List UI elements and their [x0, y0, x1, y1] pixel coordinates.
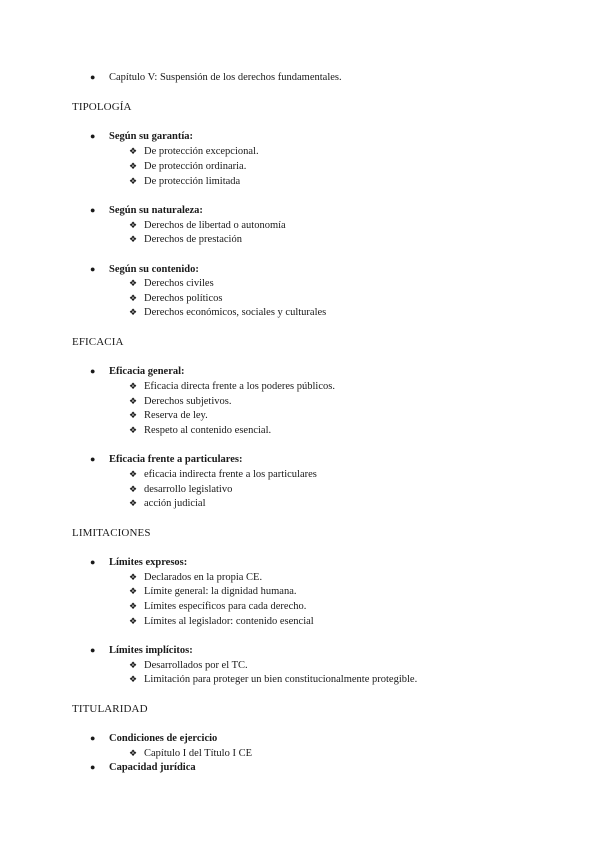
- list-item: ❖ Límite general: la dignidad humana.: [129, 586, 297, 597]
- diamond-bullet-icon: ❖: [129, 410, 138, 420]
- diamond-bullet-icon: ❖: [129, 176, 138, 186]
- list-item: ❖ Derechos civiles: [129, 278, 214, 289]
- list-item: ❖ Reserva de ley.: [129, 410, 208, 421]
- diamond-bullet-icon: ❖: [129, 293, 138, 303]
- group-title: ● Eficacia frente a particulares:: [90, 454, 243, 465]
- group-title: ● Eficacia general:: [90, 366, 185, 377]
- bullet-icon: ●: [90, 557, 96, 567]
- diamond-bullet-icon: ❖: [129, 234, 138, 244]
- list-item: ❖ Respeto al contenido esencial.: [129, 425, 272, 436]
- list-item: ❖ De protección excepcional.: [129, 146, 259, 157]
- section-heading-limitaciones: LIMITACIONES: [72, 527, 151, 539]
- diamond-bullet-icon: ❖: [129, 748, 138, 758]
- bullet-icon: ●: [90, 645, 96, 655]
- list-item: ❖ Derechos de prestación: [129, 234, 242, 245]
- bullet-icon: ●: [90, 131, 96, 141]
- group-title: ● Según su garantía:: [90, 131, 194, 142]
- bullet-icon: ●: [90, 72, 96, 82]
- group-title: ● Límites implícitos:: [90, 645, 193, 656]
- diamond-bullet-icon: ❖: [129, 660, 138, 670]
- list-item: ❖ Límites específicos para cada derecho.: [129, 601, 307, 612]
- diamond-bullet-icon: ❖: [129, 572, 138, 582]
- list-item: ❖ Derechos políticos: [129, 293, 223, 304]
- list-item: ❖ Limitación para proteger un bien constitucionalmente protegible.: [129, 674, 418, 685]
- bullet-icon: ●: [90, 264, 96, 274]
- diamond-bullet-icon: ❖: [129, 396, 138, 406]
- diamond-bullet-icon: ❖: [129, 586, 138, 596]
- diamond-bullet-icon: ❖: [129, 484, 138, 494]
- list-item: ❖ desarrollo legislativo: [129, 484, 233, 495]
- list-item: ❖ Derechos de libertad o autonomía: [129, 220, 286, 231]
- diamond-bullet-icon: ❖: [129, 425, 138, 435]
- diamond-bullet-icon: ❖: [129, 278, 138, 288]
- group-title: ● Límites expresos:: [90, 557, 188, 568]
- list-item: ❖ Derechos subjetivos.: [129, 396, 232, 407]
- list-item: ❖ eficacia indirecta frente a los particulares: [129, 469, 317, 480]
- group-title: ● Según su naturaleza:: [90, 205, 203, 216]
- list-item: ❖ Capítulo I del Título I CE: [129, 748, 253, 759]
- intro-item: [90, 72, 342, 83]
- list-item: ❖ Declarados en la propia CE.: [129, 572, 263, 583]
- diamond-bullet-icon: ❖: [129, 674, 138, 684]
- group-title: ● Según su contenido:: [90, 264, 199, 275]
- diamond-bullet-icon: ❖: [129, 220, 138, 230]
- list-item: ❖ De protección limitada: [129, 176, 241, 187]
- list-item: ❖ Derechos económicos, sociales y culturales: [129, 307, 327, 318]
- diamond-bullet-icon: ❖: [129, 381, 138, 391]
- list-item: ❖ Límites al legislador: contenido esencial: [129, 616, 314, 627]
- diamond-bullet-icon: ❖: [129, 307, 138, 317]
- diamond-bullet-icon: ❖: [129, 161, 138, 171]
- section-heading-tipologia: TIPOLOGÍA: [72, 101, 132, 113]
- section-heading-titularidad: TITULARIDAD: [72, 703, 148, 715]
- list-item: ❖ acción judicial: [129, 498, 206, 509]
- diamond-bullet-icon: ❖: [129, 469, 138, 479]
- section-heading-eficacia: EFICACIA: [72, 336, 124, 348]
- list-item: ❖ De protección ordinaria.: [129, 161, 247, 172]
- bullet-icon: ●: [90, 733, 96, 743]
- list-item: ❖ Desarrollados por el TC.: [129, 660, 248, 671]
- diamond-bullet-icon: ❖: [129, 146, 138, 156]
- list-item: ❖ Eficacia directa frente a los poderes públicos.: [129, 381, 335, 392]
- intro-text: Capítulo V: Suspensión de los derechos fundamentales.: [109, 72, 342, 83]
- diamond-bullet-icon: ❖: [129, 498, 138, 508]
- bullet-icon: ●: [90, 366, 96, 376]
- diamond-bullet-icon: ❖: [129, 616, 138, 626]
- bullet-icon: ●: [90, 205, 96, 215]
- group-title: ● Condiciones de ejercicio: [90, 733, 218, 744]
- bullet-icon: ●: [90, 762, 96, 772]
- bullet-icon: ●: [90, 454, 96, 464]
- diamond-bullet-icon: ❖: [129, 601, 138, 611]
- group-title: ● Capacidad jurídica: [90, 762, 196, 773]
